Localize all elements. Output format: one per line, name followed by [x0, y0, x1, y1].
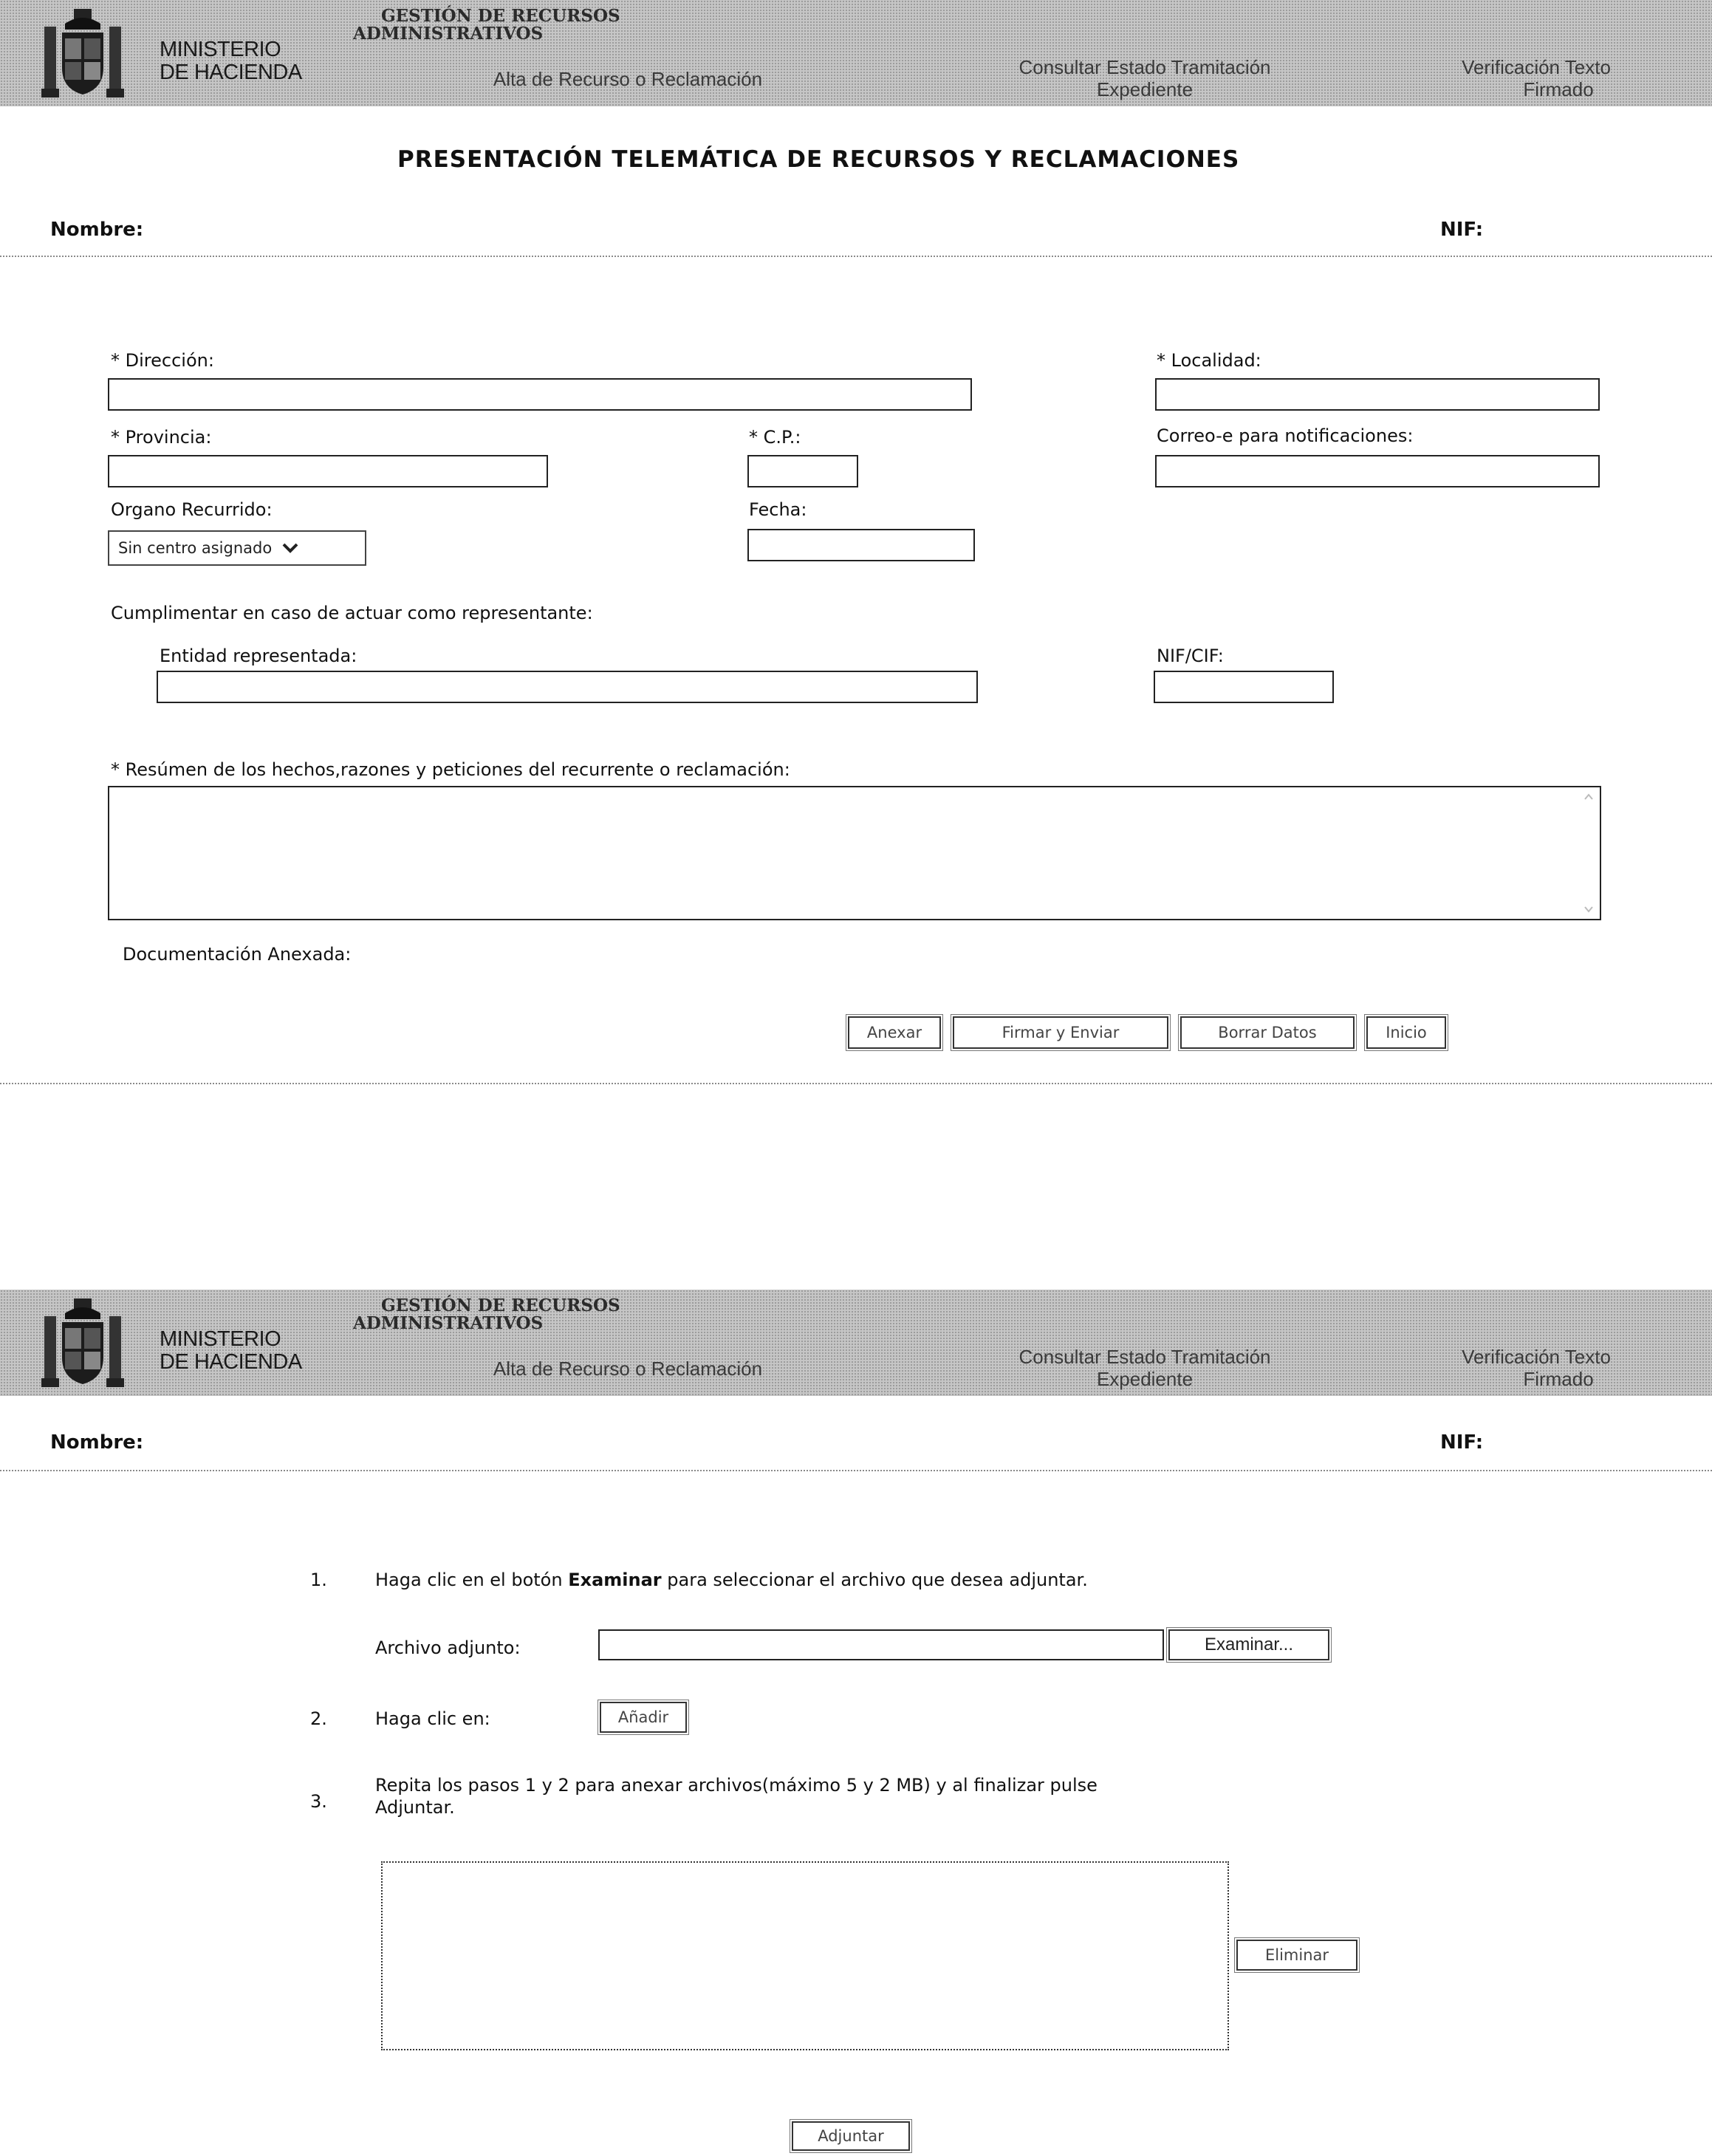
- app-title-line1: GESTIÓN DE RECURSOS: [381, 1296, 620, 1315]
- documentacion-label: Documentación Anexada:: [123, 944, 352, 965]
- nombre-label: Nombre:: [50, 219, 144, 241]
- nav-verificacion-texto[interactable]: [1425, 56, 1647, 100]
- step-2-text: Haga clic en:: [375, 1708, 490, 1729]
- archivo-label: Archivo adjunto:: [375, 1637, 521, 1658]
- nav-verificacion-line2: Firmado: [1523, 78, 1594, 100]
- adjuntar-button[interactable]: Adjuntar: [792, 2121, 910, 2151]
- cp-label: * C.P.:: [749, 427, 801, 448]
- scroll-up-icon: [1583, 792, 1594, 802]
- provincia-input[interactable]: [108, 455, 548, 487]
- scroll-down-icon: [1583, 904, 1594, 914]
- resumen-textarea[interactable]: [108, 786, 1601, 920]
- archivo-file-input[interactable]: [598, 1629, 1164, 1660]
- ministry-line2: DE HACIENDA: [160, 1350, 302, 1374]
- eliminar-button[interactable]: Eliminar: [1236, 1940, 1357, 1971]
- fecha-label: Fecha:: [749, 499, 807, 520]
- nav-consultar-estado[interactable]: [953, 56, 1337, 100]
- step-1-text-bold: Examinar: [568, 1570, 662, 1590]
- anexar-button[interactable]: Anexar: [848, 1016, 941, 1049]
- nifcif-input[interactable]: [1154, 671, 1334, 703]
- examinar-button[interactable]: Examinar...: [1168, 1629, 1329, 1660]
- nif-label: NIF:: [1440, 219, 1484, 241]
- nav-consultar-line2: Expediente: [1096, 78, 1194, 100]
- attached-files-list[interactable]: [381, 1861, 1229, 2050]
- step-3-line2: Adjuntar.: [375, 1797, 455, 1818]
- fecha-input[interactable]: [747, 529, 975, 561]
- divider: [0, 1470, 1712, 1471]
- ministry-name: [160, 1328, 302, 1374]
- ministry-line1: MINISTERIO: [160, 1327, 281, 1351]
- app-title-line2: ADMINISTRATIVOS: [353, 24, 544, 44]
- page-title: PRESENTACIÓN TELEMÁTICA DE RECURSOS Y RECLAMACIONES: [397, 146, 1240, 173]
- chevron-down-icon: [282, 543, 298, 553]
- nif-label: NIF:: [1440, 1431, 1484, 1454]
- organo-select[interactable]: [108, 530, 366, 566]
- ministry-line2: DE HACIENDA: [160, 61, 302, 84]
- representante-note: Cumplimentar en caso de actuar como representante:: [111, 603, 593, 623]
- step-1-number: 1.: [310, 1570, 327, 1590]
- nav-consultar-line1: Consultar Estado Tramitación: [1018, 56, 1271, 78]
- app-title: [353, 1297, 620, 1332]
- inicio-button[interactable]: Inicio: [1366, 1016, 1446, 1049]
- organo-selected-value: Sin centro asignado: [118, 539, 273, 557]
- step-3-line1: Repita los pasos 1 y 2 para anexar archivos(máximo 5 y 2 MB) y al finalizar pulse: [375, 1775, 1098, 1796]
- step-3-number: 3.: [310, 1791, 327, 1812]
- step-1-text-pre: Haga clic en el botón: [375, 1570, 569, 1590]
- step-1-text-post: para seleccionar el archivo que desea adjuntar.: [661, 1570, 1088, 1590]
- app-title-line1: GESTIÓN DE RECURSOS: [381, 6, 620, 26]
- resumen-label: * Resúmen de los hechos,razones y peticiones del recurrente o reclamación:: [111, 759, 790, 780]
- nav-verificacion-texto[interactable]: [1425, 1346, 1647, 1390]
- provincia-label: * Provincia:: [111, 427, 212, 448]
- app-title-line2: ADMINISTRATIVOS: [353, 1313, 544, 1333]
- nav-verificacion-line1: Verificación Texto: [1462, 56, 1611, 78]
- direccion-input[interactable]: [108, 378, 972, 411]
- direccion-label: * Dirección:: [111, 350, 214, 371]
- correo-label: Correo-e para notificaciones:: [1157, 425, 1414, 446]
- nifcif-label: NIF/CIF:: [1157, 646, 1224, 666]
- divider: [0, 256, 1712, 257]
- correo-input[interactable]: [1155, 455, 1600, 487]
- organo-label: Organo Recurrido:: [111, 499, 273, 520]
- nombre-label: Nombre:: [50, 1431, 144, 1454]
- anadir-button[interactable]: Añadir: [600, 1702, 687, 1733]
- step-3-text: [375, 1774, 1098, 1818]
- localidad-label: * Localidad:: [1157, 350, 1261, 371]
- coat-of-arms-icon: [38, 1296, 127, 1390]
- ministry-name: [160, 38, 302, 84]
- entidad-label: Entidad representada:: [160, 646, 357, 666]
- nav-consultar-estado[interactable]: [953, 1346, 1337, 1390]
- nav-consultar-line1: Consultar Estado Tramitación: [1018, 1346, 1271, 1368]
- entidad-input[interactable]: [157, 671, 978, 703]
- step-2-number: 2.: [310, 1708, 327, 1729]
- nav-alta-recurso[interactable]: Alta de Recurso o Reclamación: [493, 1358, 763, 1380]
- nav-consultar-line2: Expediente: [1096, 1368, 1194, 1390]
- nav-verificacion-line2: Firmado: [1523, 1368, 1594, 1390]
- step-1-text: [375, 1569, 1088, 1591]
- firmar-enviar-button[interactable]: Firmar y Enviar: [953, 1016, 1168, 1049]
- nav-verificacion-line1: Verificación Texto: [1462, 1346, 1611, 1368]
- nav-alta-recurso[interactable]: Alta de Recurso o Reclamación: [493, 68, 763, 90]
- cp-input[interactable]: [747, 455, 858, 487]
- localidad-input[interactable]: [1155, 378, 1600, 411]
- divider: [0, 1083, 1712, 1084]
- app-title: [353, 7, 620, 43]
- coat-of-arms-icon: [38, 6, 127, 100]
- borrar-datos-button[interactable]: Borrar Datos: [1180, 1016, 1355, 1049]
- ministry-line1: MINISTERIO: [160, 38, 281, 61]
